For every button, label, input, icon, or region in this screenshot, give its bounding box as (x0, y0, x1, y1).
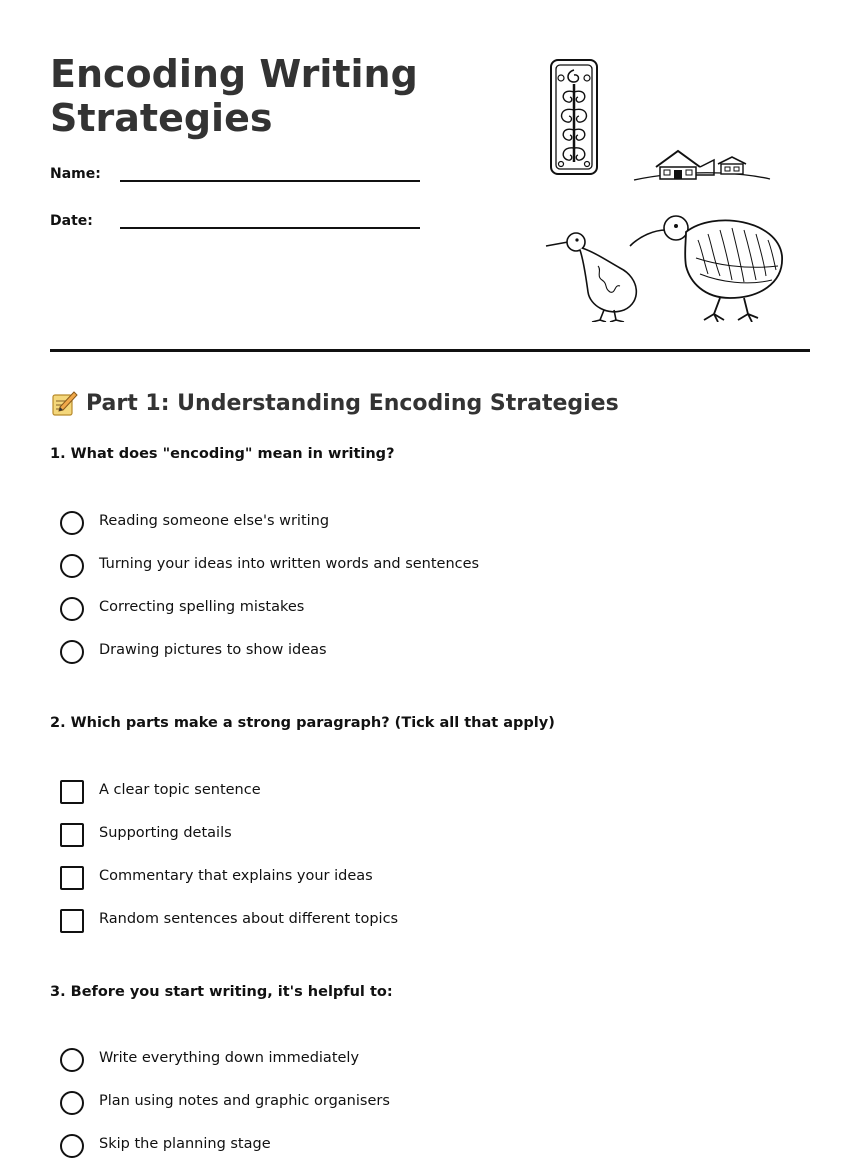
radio-button[interactable] (60, 597, 84, 621)
date-line[interactable] (120, 227, 420, 229)
name-line[interactable] (120, 180, 420, 182)
option-label: Turning your ideas into written words and sentences (99, 556, 480, 572)
option-label: A clear topic sentence (99, 782, 261, 798)
kiwi-birds-icon (544, 210, 788, 322)
q1-option-2[interactable] (60, 552, 479, 595)
option-label: Supporting details (99, 825, 232, 841)
radio-button[interactable] (60, 1048, 84, 1072)
q2-option-3[interactable] (60, 864, 398, 907)
date-field[interactable] (50, 213, 430, 241)
q2-option-4[interactable] (60, 907, 398, 950)
checkbox[interactable] (60, 823, 84, 847)
radio-button[interactable] (60, 554, 84, 578)
q1-option-4[interactable] (60, 638, 479, 681)
question-3: 3. Before you start writing, it's helpful to: (50, 984, 393, 1000)
q3-option-2[interactable] (60, 1089, 390, 1132)
option-label: Skip the planning stage (99, 1136, 271, 1152)
memo-icon (50, 390, 78, 418)
name-label: Name: (50, 166, 101, 182)
radio-button[interactable] (60, 1134, 84, 1158)
worksheet-title: Encoding Writing Strategies (50, 52, 418, 140)
checkbox[interactable] (60, 780, 84, 804)
option-label: Random sentences about different topics (99, 911, 399, 927)
option-label: Drawing pictures to show ideas (99, 642, 327, 658)
question-2-options (60, 778, 398, 950)
q1-option-1[interactable] (60, 509, 479, 552)
radio-button[interactable] (60, 1091, 84, 1115)
option-label: Commentary that explains your ideas (99, 868, 373, 884)
part1-title-text: Part 1: Understanding Encoding Strategies (86, 391, 619, 416)
question-2: 2. Which parts make a strong paragraph? (Tick all that apply) (50, 715, 555, 731)
q3-option-3[interactable] (60, 1132, 390, 1175)
option-label: Correcting spelling mistakes (99, 599, 305, 615)
radio-button[interactable] (60, 640, 84, 664)
option-label: Plan using notes and graphic organisers (99, 1093, 390, 1109)
part1-title (50, 388, 619, 420)
checkbox[interactable] (60, 909, 84, 933)
q2-option-2[interactable] (60, 821, 398, 864)
q3-option-1[interactable] (60, 1046, 390, 1089)
option-label: Reading someone else's writing (99, 513, 330, 529)
maori-carving-icon (548, 58, 600, 176)
radio-button[interactable] (60, 511, 84, 535)
name-field[interactable] (50, 166, 430, 194)
q1-option-3[interactable] (60, 595, 479, 638)
option-label: Write everything down immediately (99, 1050, 360, 1066)
marae-house-icon (632, 142, 772, 184)
question-1-options (60, 509, 479, 681)
q2-option-1[interactable] (60, 778, 398, 821)
date-label: Date: (50, 213, 93, 229)
header-divider (50, 349, 810, 352)
question-1: 1. What does "encoding" mean in writing? (50, 446, 395, 462)
question-3-options (60, 1046, 390, 1175)
checkbox[interactable] (60, 866, 84, 890)
